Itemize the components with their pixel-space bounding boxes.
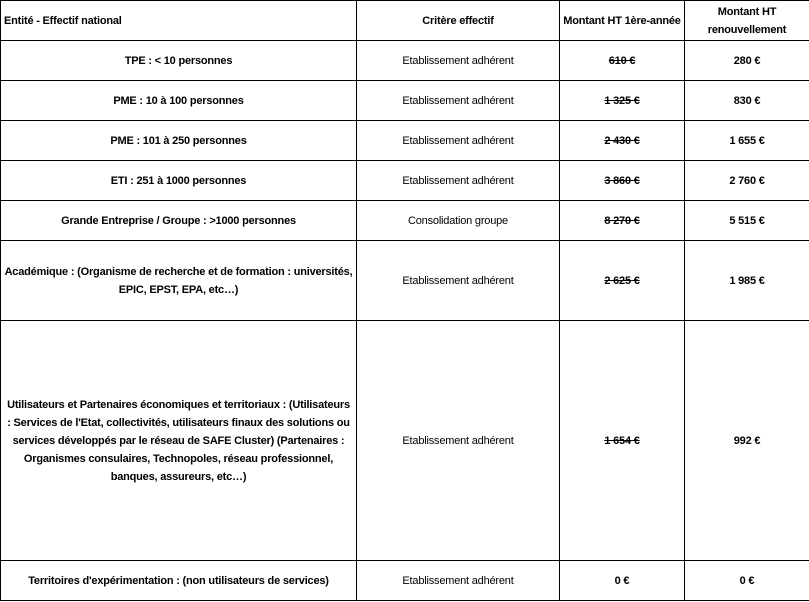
first-year-amount: 1 654 € xyxy=(604,434,640,447)
table-row xyxy=(1,241,809,321)
first-year-cell xyxy=(560,241,685,321)
entity-text: Territoires d'expérimentation : (non utilisateurs de services) xyxy=(28,574,329,587)
criterion-cell: Etablissement adhérent xyxy=(357,121,560,161)
entity-text: Académique : (Organisme de recherche et de formation : universités, EPIC, EPST, EPA, etc…) xyxy=(4,265,353,296)
entity-cell: PME : 101 à 250 personnes xyxy=(1,121,357,161)
renewal-cell: 280 € xyxy=(685,41,809,81)
first-year-amount: 3 860 € xyxy=(604,174,640,187)
first-year-amount: 610 € xyxy=(608,54,636,67)
first-year-amount: 2 625 € xyxy=(604,274,640,287)
first-year-amount: 2 430 € xyxy=(604,134,640,147)
renewal-cell: 2 760 € xyxy=(685,161,809,201)
header-row xyxy=(1,1,809,41)
renewal-cell: 5 515 € xyxy=(685,201,809,241)
criterion-cell: Consolidation groupe xyxy=(357,201,560,241)
table-row xyxy=(1,321,809,561)
header-first-year-amount xyxy=(560,1,685,41)
entity-text: Utilisateurs et Partenaires économiques et territoriaux : (Utilisateurs : Services de l'Etat, collectivités, utilisateurs finaux des solutions ou services développés par le réseau de SAFE Cluster) (Partenaires : Organismes consulaires, Technopoles, réseau professionnel, banques, assureurs, etc…) xyxy=(7,398,350,483)
table-row xyxy=(1,161,809,201)
table-row xyxy=(1,561,809,601)
table-row xyxy=(1,81,809,121)
header-renewal-label: Montant HT renouvellement xyxy=(707,5,787,36)
renewal-cell: 0 € xyxy=(685,561,809,601)
first-year-cell xyxy=(560,121,685,161)
entity-cell: TPE : < 10 personnes xyxy=(1,41,357,81)
table-body xyxy=(1,41,809,601)
entity-cell xyxy=(1,561,357,601)
criterion-cell: Etablissement adhérent xyxy=(357,81,560,121)
first-year-cell xyxy=(560,81,685,121)
entity-cell: PME : 10 à 100 personnes xyxy=(1,81,357,121)
renewal-cell: 830 € xyxy=(685,81,809,121)
first-year-cell xyxy=(560,41,685,81)
renewal-cell: 1 655 € xyxy=(685,121,809,161)
table-row xyxy=(1,201,809,241)
table-row xyxy=(1,41,809,81)
criterion-cell: Etablissement adhérent xyxy=(357,161,560,201)
criterion-cell: Etablissement adhérent xyxy=(357,241,560,321)
first-year-amount: 1 325 € xyxy=(604,94,640,107)
table-row xyxy=(1,121,809,161)
criterion-cell: Etablissement adhérent xyxy=(357,41,560,81)
entity-cell xyxy=(1,321,357,561)
first-year-cell xyxy=(560,561,685,601)
renewal-cell: 1 985 € xyxy=(685,241,809,321)
header-entity: Entité - Effectif national xyxy=(1,1,357,41)
first-year-amount: 8 270 € xyxy=(604,214,640,227)
first-year-cell xyxy=(560,201,685,241)
first-year-cell xyxy=(560,321,685,561)
first-year-cell xyxy=(560,161,685,201)
criterion-cell: Etablissement adhérent xyxy=(357,321,560,561)
table-header xyxy=(1,1,809,41)
entity-cell xyxy=(1,241,357,321)
first-year-amount: 0 € xyxy=(614,574,630,587)
entity-cell: Grande Entreprise / Groupe : >1000 personnes xyxy=(1,201,357,241)
header-criterion: Critère effectif xyxy=(357,1,560,41)
entity-cell: ETI : 251 à 1000 personnes xyxy=(1,161,357,201)
criterion-cell: Etablissement adhérent xyxy=(357,561,560,601)
header-renewal-amount xyxy=(685,1,809,41)
renewal-cell: 992 € xyxy=(685,321,809,561)
header-first-year-label: Montant HT 1ère-année xyxy=(563,14,681,27)
